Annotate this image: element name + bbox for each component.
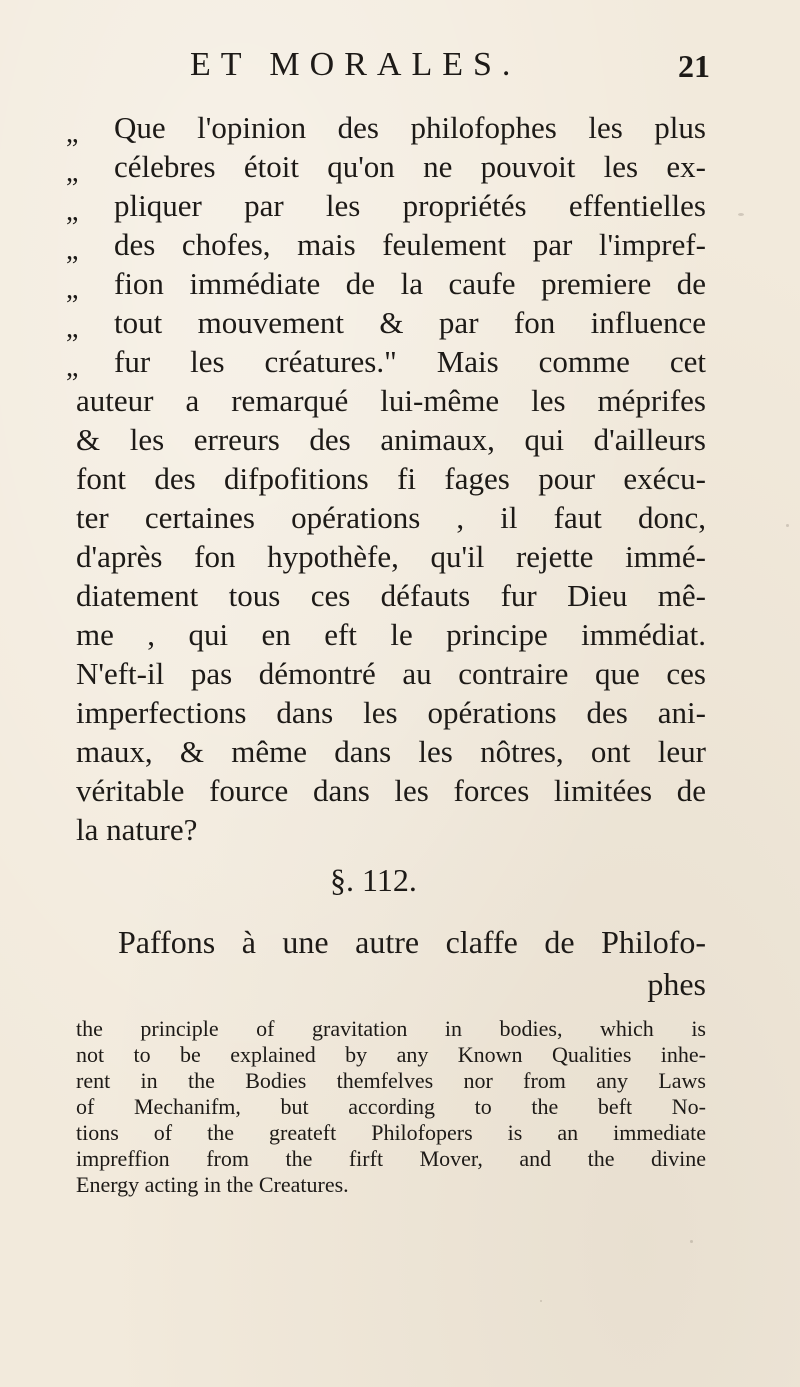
footnote-line: tions of the greateft Philofopers is an immediate — [76, 1120, 706, 1145]
paper-speck — [690, 1240, 693, 1243]
quote-mark: „ — [66, 235, 79, 266]
running-head — [190, 46, 710, 86]
section-lead-text: Paffons à une autre claffe de Philofo- — [118, 924, 706, 960]
text-line-content: des chofes, mais feulement par l'impref- — [114, 227, 706, 262]
text-line — [76, 420, 706, 459]
text-line — [76, 771, 706, 810]
text-line — [76, 654, 706, 693]
text-line — [76, 732, 706, 771]
text-line-content: & les erreurs des animaux, qui d'ailleurs — [76, 422, 706, 457]
text-line-content: Que l'opinion des philofophes les plus — [114, 110, 706, 145]
text-line — [76, 810, 706, 849]
text-line — [66, 264, 706, 305]
running-title: ET MORALES. — [190, 46, 521, 83]
text-line — [66, 108, 706, 149]
quote-mark: „ — [66, 274, 79, 305]
text-line-content: me , qui en eft le principe immédiat. — [76, 617, 706, 652]
paper-speck — [786, 524, 789, 527]
text-line-content: la nature? — [76, 812, 198, 847]
paper-speck — [540, 1300, 542, 1302]
text-line-content: tout mouvement & par fon influence — [114, 305, 706, 340]
text-line — [66, 186, 706, 227]
paper-speck — [738, 213, 744, 216]
text-line — [76, 537, 706, 576]
footnote-line: rent in the Bodies themfelves nor from any Laws — [76, 1068, 706, 1093]
text-line — [76, 693, 706, 732]
text-line — [66, 303, 706, 344]
text-line-content: pliquer par les propriétés effentielles — [114, 188, 706, 223]
footnote — [76, 1016, 706, 1198]
text-line — [66, 147, 706, 188]
text-line — [66, 342, 706, 383]
text-line-content: maux, & même dans les nôtres, ont leur — [76, 734, 706, 769]
main-text — [66, 108, 706, 849]
text-line-content: véritable fource dans les forces limitées de — [76, 773, 706, 808]
text-line — [76, 381, 706, 420]
page-number: 21 — [678, 48, 710, 84]
text-line — [76, 459, 706, 498]
footnote-line: Energy acting in the Creatures. — [76, 1172, 349, 1197]
text-line — [76, 498, 706, 537]
quote-mark: „ — [66, 118, 79, 149]
text-line — [66, 225, 706, 266]
quote-mark: „ — [66, 352, 79, 383]
quote-mark: „ — [66, 313, 79, 344]
text-line-content: diatement tous ces défauts fur Dieu mê- — [76, 578, 706, 613]
footnote-line: impreffion from the firft Mover, and the divine — [76, 1146, 706, 1171]
text-line-content: font des difpofitions fi fages pour exécu- — [76, 461, 706, 496]
quote-mark: „ — [66, 196, 79, 227]
text-line-content: fion immédiate de la caufe premiere de — [114, 266, 706, 301]
text-line — [76, 615, 706, 654]
text-line-content: N'eft-il pas démontré au contraire que ces — [76, 656, 706, 691]
footnote-line: the principle of gravitation in bodies, which is — [76, 1016, 706, 1041]
footnote-line: not to be explained by any Known Qualities inhe- — [76, 1042, 706, 1067]
section-heading: §. 112. — [330, 862, 417, 898]
text-line-content: célebres étoit qu'on ne pouvoit les ex- — [114, 149, 706, 184]
text-line-content: fur les créatures." Mais comme cet — [114, 344, 706, 379]
text-line-content: d'après fon hypothèfe, qu'il rejette immé- — [76, 539, 706, 574]
text-line-content: auteur a remarqué lui-même les méprifes — [76, 383, 706, 418]
quote-mark: „ — [66, 157, 79, 188]
text-line-content: ter certaines opérations , il faut donc, — [76, 500, 706, 535]
text-line-content: imperfections dans les opérations des ani- — [76, 695, 706, 730]
text-line — [76, 576, 706, 615]
footnote-line: of Mechanifm, but according to the beft No- — [76, 1094, 706, 1119]
section-lead-continuation: phes — [647, 966, 706, 1002]
